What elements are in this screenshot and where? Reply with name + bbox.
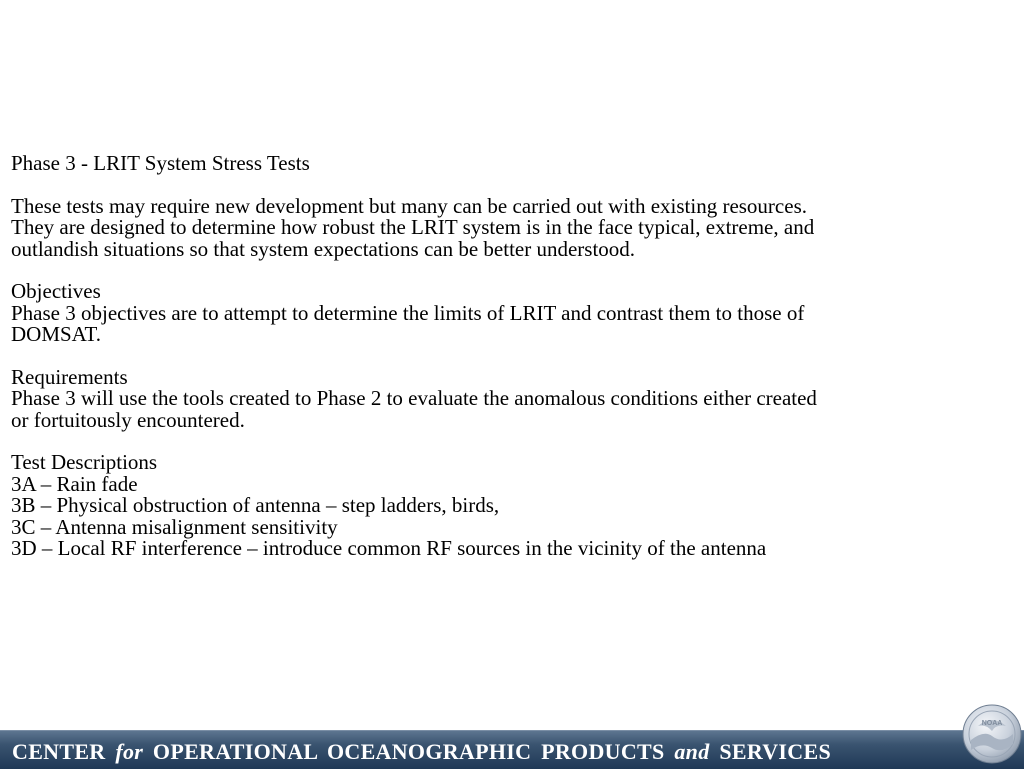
objectives-line-1: Phase 3 objectives are to attempt to determine the limits of LRIT and contrast them to those of bbox=[11, 300, 805, 325]
intro-paragraph bbox=[11, 193, 1011, 261]
intro-line-1: These tests may require new development but many can be carried out with existing resources. bbox=[11, 193, 807, 218]
footer-words-operational: OPERATIONAL OCEANOGRAPHIC PRODUCTS bbox=[152, 739, 665, 764]
objectives-section bbox=[11, 281, 1011, 346]
footer-bar bbox=[0, 730, 1024, 769]
test-item-3d: 3D – Local RF interference – introduce common RF sources in the vicinity of the antenna bbox=[11, 536, 767, 560]
requirements-line-1: Phase 3 will use the tools created to Phase 2 to evaluate the anomalous conditions either created bbox=[11, 386, 817, 410]
slide-title: Phase 3 - LRIT System Stress Tests bbox=[11, 151, 310, 175]
footer-word-and: and bbox=[674, 739, 710, 764]
requirements-heading: Requirements bbox=[11, 364, 128, 389]
slide-title-block bbox=[11, 153, 1011, 175]
test-item-3a: 3A – Rain fade bbox=[11, 471, 138, 496]
footer-title bbox=[12, 739, 831, 765]
noaa-logo-icon bbox=[962, 704, 1022, 764]
svg-text:NOAA: NOAA bbox=[981, 720, 1003, 727]
intro-line-2: They are designed to determine how robust the LRIT system is in the face typical, extreme, and bbox=[11, 215, 815, 239]
footer-word-center: CENTER bbox=[12, 739, 106, 764]
footer-word-for: for bbox=[115, 739, 144, 764]
slide-content bbox=[11, 153, 1011, 581]
intro-line-3: outlandish situations so that system expectations can be better understood. bbox=[11, 236, 636, 261]
test-item-3b: 3B – Physical obstruction of antenna – step ladders, birds, bbox=[11, 493, 500, 517]
requirements-section bbox=[11, 364, 1011, 432]
footer-word-services: SERVICES bbox=[719, 739, 831, 764]
requirements-line-2: or fortuitously encountered. bbox=[11, 407, 245, 432]
test-item-3c: 3C – Antenna misalignment sensitivity bbox=[11, 514, 338, 539]
test-descriptions-heading: Test Descriptions bbox=[11, 450, 158, 474]
objectives-line-2: DOMSAT. bbox=[11, 322, 102, 346]
objectives-heading: Objectives bbox=[11, 279, 101, 303]
test-descriptions-section bbox=[11, 452, 1011, 560]
